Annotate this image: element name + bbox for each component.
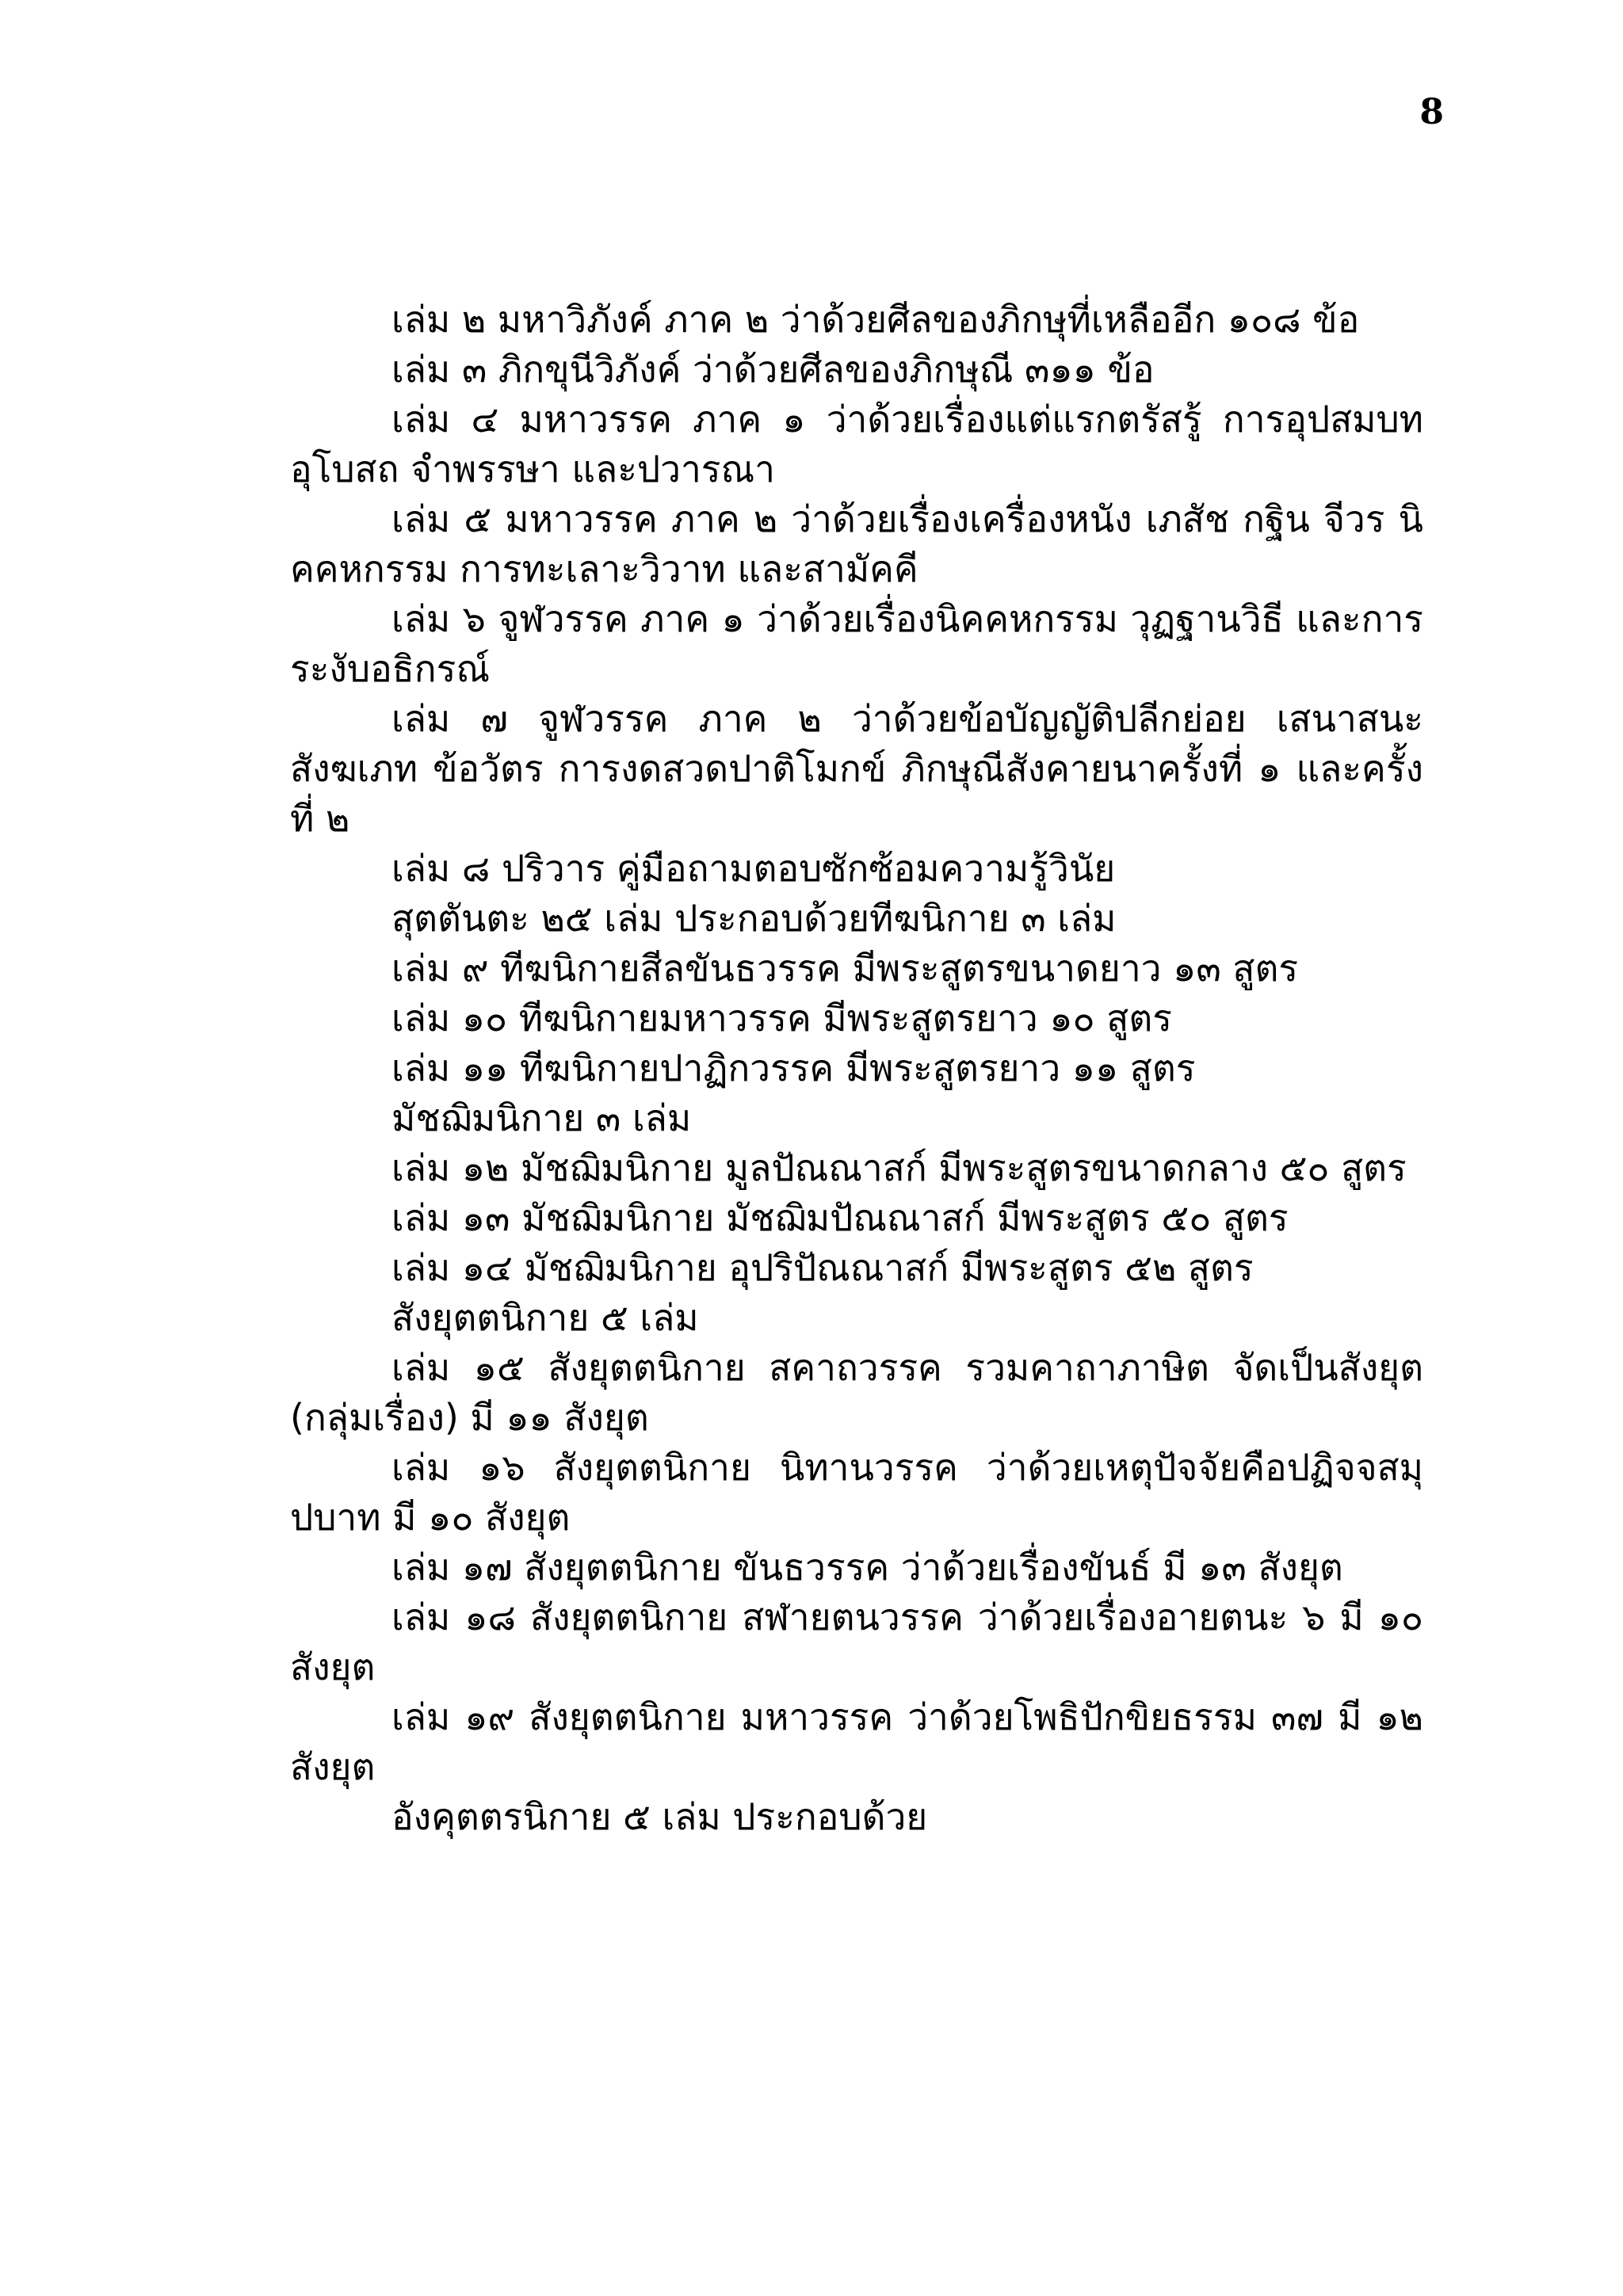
paragraph-vol-7: เล่ม ๗ จูฬวรรค ภาค ๒ ว่าด้วยข้อบัญญัติปลีกย่อย เสนาสนะ สังฆเภท ข้อวัตร การงดสวดปาติโมกข์ ภิกษุณีสังคายนาครั้งที่ ๑ และครั้งที่ ๒ [290,697,1423,840]
paragraph-vol-11: เล่ม ๑๑ ทีฆนิกายปาฏิกวรรค มีพระสูตรยาว ๑๑ สูตร [391,1047,1196,1089]
document-body [290,295,1423,1842]
paragraph-vol-2: เล่ม ๒ มหาวิภังค์ ภาค ๒ ว่าด้วยศีลของภิกษุที่เหลืออีก ๑๐๘ ข้อ [391,298,1360,341]
paragraph-anguttara-heading: อังคุตตรนิกาย ๕ เล่ม ประกอบด้วย [391,1795,928,1838]
paragraph-vol-19: เล่ม ๑๙ สังยุตตนิกาย มหาวรรค ว่าด้วยโพธิปักขิยธรรม ๓๗ มี ๑๒ สังยุต [290,1695,1423,1788]
paragraph-vol-16: เล่ม ๑๖ สังยุตตนิกาย นิทานวรรค ว่าด้วยเหตุปัจจัยคือปฏิจจสมุปบาท มี ๑๐ สังยุต [290,1446,1423,1539]
paragraph-suttanta-heading: สุตตันตะ ๒๕ เล่ม ประกอบด้วยทีฆนิกาย ๓ เล่ม [391,897,1117,940]
paragraph-vol-9: เล่ม ๙ ทีฆนิกายสีลขันธวรรค มีพระสูตรขนาดยาว ๑๓ สูตร [391,947,1299,990]
paragraph-vol-6: เล่ม ๖ จูฬวรรค ภาค ๑ ว่าด้วยเรื่องนิคคหกรรม วุฏฐานวิธี และการระงับอธิกรณ์ [290,597,1423,690]
paragraph-vol-5: เล่ม ๕ มหาวรรค ภาค ๒ ว่าด้วยเรื่องเครื่องหนัง เภสัช กฐิน จีวร นิคคหกรรม การทะเลาะวิวาท และสามัคคี [290,498,1423,590]
paragraph-vol-17: เล่ม ๑๗ สังยุตตนิกาย ขันธวรรค ว่าด้วยเรื่องขันธ์ มี ๑๓ สังยุต [391,1546,1343,1589]
paragraph-vol-8: เล่ม ๘ ปริวาร คู่มือถามตอบซักซ้อมความรู้วินัย [391,847,1116,890]
paragraph-vol-3: เล่ม ๓ ภิกขุนีวิภังค์ ว่าด้วยศีลของภิกษุณี ๓๑๑ ข้อ [391,348,1155,391]
paragraph-majjhima-heading: มัชฌิมนิกาย ๓ เล่ม [391,1097,692,1139]
paragraph-vol-13: เล่ม ๑๓ มัชฌิมนิกาย มัชฌิมปัณณาสก์ มีพระสูตร ๕๐ สูตร [391,1196,1289,1239]
paragraph-vol-10: เล่ม ๑๐ ทีฆนิกายมหาวรรค มีพระสูตรยาว ๑๐ สูตร [391,997,1172,1039]
paragraph-vol-14: เล่ม ๑๔ มัชฌิมนิกาย อุปริปัณณาสก์ มีพระสูตร ๕๒ สูตร [391,1246,1254,1289]
paragraph-vol-18: เล่ม ๑๘ สังยุตตนิกาย สฬายตนวรรค ว่าด้วยเรื่องอายตนะ ๖ มี ๑๐ สังยุต [290,1596,1423,1688]
paragraph-vol-4: เล่ม ๔ มหาวรรค ภาค ๑ ว่าด้วยเรื่องแต่แรกตรัสรู้ การอุปสมบท อุโบสถ จำพรรษา และปวารณา [290,398,1423,490]
paragraph-vol-12: เล่ม ๑๒ มัชฌิมนิกาย มูลปัณณาสก์ มีพระสูตรขนาดกลาง ๕๐ สูตร [391,1146,1407,1189]
paragraph-samyutta-heading: สังยุตตนิกาย ๕ เล่ม [391,1296,699,1339]
paragraph-vol-15: เล่ม ๑๕ สังยุตตนิกาย สคาถวรรค รวมคาถาภาษิต จัดเป็นสังยุต (กลุ่มเรื่อง) มี ๑๑ สังยุต [290,1346,1423,1439]
page-number: 8 [1419,92,1444,132]
